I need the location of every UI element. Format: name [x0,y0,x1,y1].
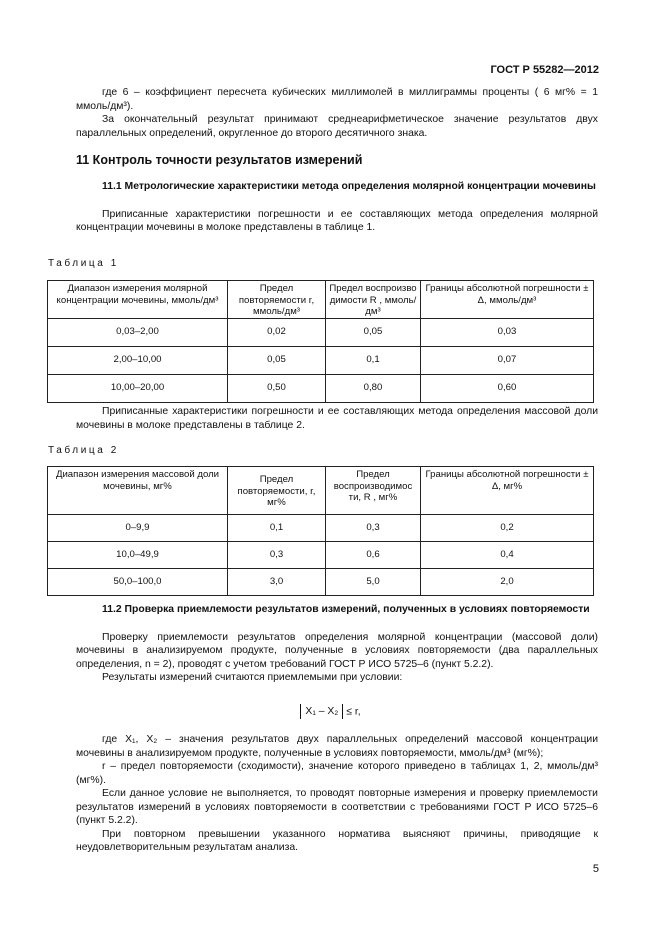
table-row [48,542,594,569]
subsection-11-2-paragraph-6: При повторном превышении указанного норматива выясняют причины, приводящие к неудовлетворительным результатам анализа. [76,828,598,854]
table-cell: 0,3 [228,542,326,569]
table-cell: 0,3 [326,515,421,542]
table-row [48,374,594,402]
subsection-11-1-title: 11.1 Метрологические характеристики метода определения молярной концентрации мочевины [102,181,596,192]
subsection-11-2-paragraph-2: Результаты измерений считаются приемлемыми при условии: [102,672,403,684]
table-row [48,569,594,596]
mid-paragraph: Приписанные характеристики погрешности и ее составляющих метода определения массовой доли мочевины в молоке представлены в таблице 2. [76,406,598,431]
formula-condition: ≤ r, [346,706,361,718]
table-cell: 0,60 [421,374,594,402]
subsection-11-2 [76,603,598,685]
table-cell: 0,07 [421,346,594,374]
table-cell: 0,03–2,00 [48,318,228,346]
subsection-11-2-paragraph-1: Проверку приемлемости результатов определения молярной концентрации (массовой доли) мочевины в анализируемом продукте, полученные в условиях повторяемости (два параллельных определения, n = 2), проводят с учетом требований ГОСТ Р ИСО 5725–6 (пункт 5.2.2). [76,631,598,670]
table-cell: 0,6 [326,542,421,569]
table-2 [47,466,594,596]
table-cell: 0,05 [228,346,326,374]
table-2-header-cell: Предел повторяемости, r, мг% [228,467,326,515]
page-number: 5 [592,863,599,875]
table-1-header-cell: Границы абсолютной погрешности ± Δ, ммоль/дм³ [421,281,594,319]
table-cell: 0,4 [421,542,594,569]
table-1 [47,280,594,403]
table-cell: 0,03 [421,318,594,346]
section-11-title: 11 Контроль точности результатов измерений [76,153,363,167]
table-2-header-cell: Предел воспроизводимос ти, R , мг% [326,467,421,515]
formula-absolute-value: X₁ – X₂ [300,704,343,719]
table-cell: 0,1 [228,515,326,542]
document-header: ГОСТ Р 55282—2012 [490,64,599,76]
table-1-header-cell: Предел воспроизво димости R , ммоль/дм³ [326,281,421,319]
table-2-header-cell: Диапазон измерения массовой доли мочевины, мг% [48,467,228,515]
table-2-header-row [48,467,594,515]
table-2-header-cell: Границы абсолютной погрешности ± Δ, мг% [421,467,594,515]
subsection-11-2-continued [76,733,598,855]
subsection-11-1-paragraph: Приписанные характеристики погрешности и ее составляющих метода определения молярной концентрации мочевины в молоке представлены в таблице 1. [76,208,598,234]
table-row [48,318,594,346]
mid-block [76,405,598,432]
subsection-11-2-paragraph-4: r – предел повторяемости (сходимости), значение которого приведено в таблицах 1, 2, ммоль/дм³ (мг%). [76,761,598,786]
table-cell: 10,0–49,9 [48,542,228,569]
table-cell: 0,05 [326,318,421,346]
intro-paragraph-2: За окончательный результат принимают среднеарифметическое значение результатов двух параллельных определений, округленное до второго десятичного знака. [76,114,598,139]
table-cell: 0,80 [326,374,421,402]
table-cell: 2,00–10,00 [48,346,228,374]
subsection-11-2-paragraph-3: где X₁, X₂ – значения результатов двух параллельных определений массовой концентрации мочевины в анализируемом продукте, полученные в условиях повторяемости, ммоль/дм³ (мг%); [76,734,598,759]
table-cell: 0,2 [421,515,594,542]
table-row [48,346,594,374]
table-cell: 0,50 [228,374,326,402]
table-1-header-cell: Предел повторяемости r, ммоль/дм³ [228,281,326,319]
table-2-caption: Таблица 2 [48,445,119,456]
table-cell: 0,1 [326,346,421,374]
table-cell: 50,0–100,0 [48,569,228,596]
table-cell: 0,02 [228,318,326,346]
table-row [48,515,594,542]
table-cell: 3,0 [228,569,326,596]
subsection-11-2-title: 11.2 Проверка приемлемости результатов измерений, полученных в условиях повторяемости [102,604,590,615]
table-1-header-cell: Диапазон измерения молярной концентрации мочевины, ммоль/дм³ [48,281,228,319]
table-cell: 2,0 [421,569,594,596]
intro-block [76,86,598,140]
table-cell: 10,00–20,00 [48,374,228,402]
intro-paragraph-1: где 6 – коэффициент пересчета кубических миллимолей в миллиграммы проценты ( 6 мг% = 1 ммоль/дм³). [76,87,598,112]
acceptance-formula [0,704,661,719]
table-cell: 0–9,9 [48,515,228,542]
table-1-header-row [48,281,594,319]
subsection-11-1 [76,180,598,235]
subsection-11-2-paragraph-5: Если данное условие не выполняется, то проводят повторные измерения и проверку приемлемости результатов измерений в условиях повторяемости в соответствии с требованиями ГОСТ Р ИСО 5725–6 (пункт 5.2.2). [76,788,598,827]
table-cell: 5,0 [326,569,421,596]
table-1-caption: Таблица 1 [48,258,119,269]
